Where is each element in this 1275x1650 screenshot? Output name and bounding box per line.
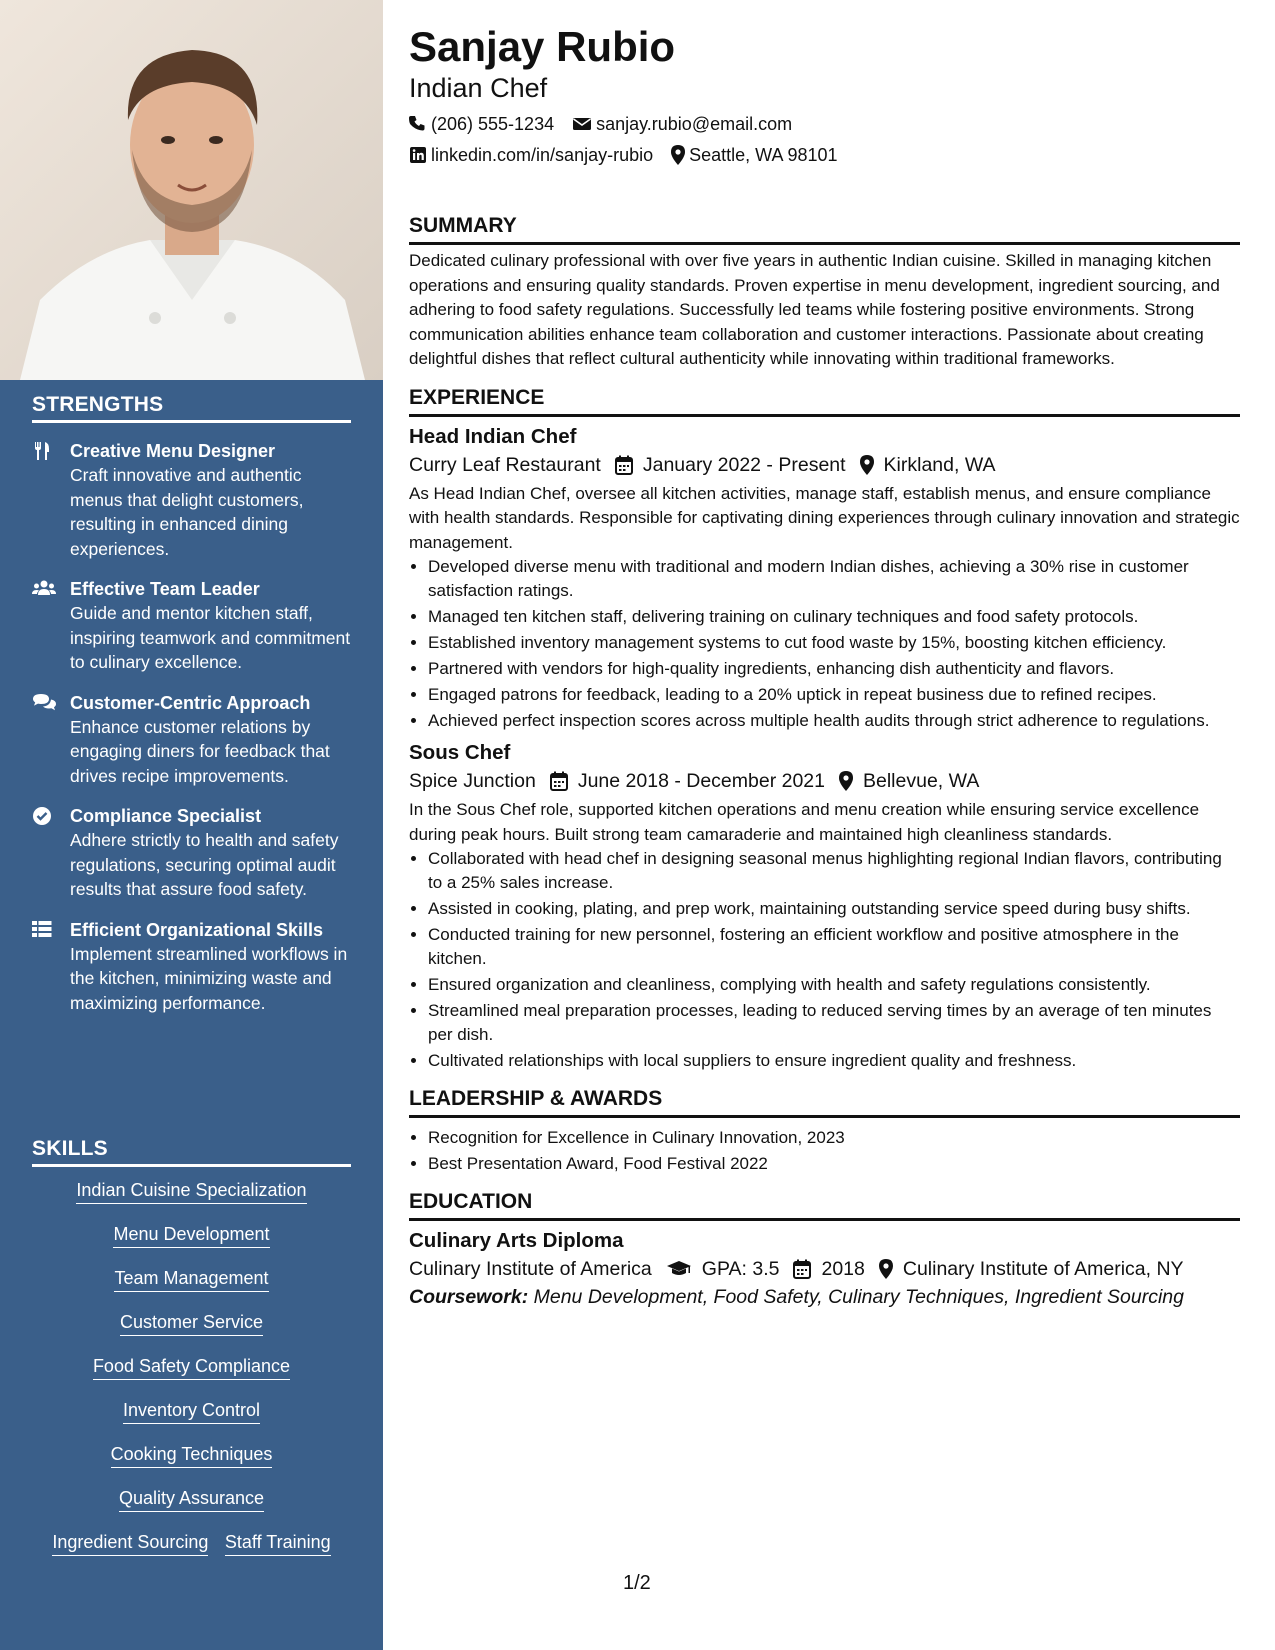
profile-photo (0, 0, 383, 380)
job-title: Head Indian Chef (409, 424, 577, 448)
location-text: Kirkland, WA (883, 453, 996, 476)
bullet-item: • Managed ten kitchen staff, delivering training on culinary techniques and food safety protocols. (428, 605, 1240, 629)
bullet-item: • Developed diverse menu with traditional and modern Indian dishes, achieving a 30% rise in customer satisfaction ratings. (428, 555, 1240, 603)
graduation-year (793, 1256, 864, 1282)
job-meta (409, 768, 1240, 794)
calendar-icon (550, 771, 568, 791)
bullet-item: • Engaged patrons for feedback, leading to a 20% uptick in repeat business due to refined recipes. (428, 683, 1240, 707)
bullet-item: • Assisted in cooking, plating, and prep work, maintaining outstanding service speed during busy shifts. (428, 897, 1240, 921)
location-text: Seattle, WA 98101 (689, 145, 838, 165)
phone-text: (206) 555-1234 (431, 114, 555, 134)
strength-desc: Craft innovative and authentic menus that delight customers, resulting in enhanced dining experiences. (70, 465, 304, 559)
job-location (860, 452, 996, 478)
calendar-icon (793, 1259, 811, 1279)
award-item: • Recognition for Excellence in Culinary Innovation, 2023 (428, 1126, 1240, 1150)
dates-text: June 2018 - December 2021 (577, 770, 825, 792)
strength-item (32, 439, 351, 561)
utensils-icon (32, 441, 54, 461)
skill-tag: Food Safety Compliance (93, 1355, 290, 1380)
skill-tag: Inventory Control (123, 1399, 260, 1424)
strengths-section (32, 393, 351, 1015)
main-content (409, 22, 1240, 1310)
coursework (409, 1284, 1240, 1310)
skill-tag: Indian Cuisine Specialization (76, 1179, 306, 1204)
email-text: sanjay.rubio@email.com (596, 114, 793, 134)
bullet-item: • Established inventory management systems to cut food waste by 15%, boosting kitchen efficiency. (428, 631, 1240, 655)
bullet-item: • Cultivated relationships with local suppliers to ensure ingredient quality and freshness. (428, 1049, 1240, 1073)
candidate-title: Indian Chef (409, 73, 548, 103)
job-description: In the Sous Chef role, supported kitchen operations and menu creation while ensuring service excellence during peak hours. Built strong team camaraderie and maintained high cleanliness standards. (409, 800, 1200, 844)
summary-heading: SUMMARY (409, 214, 1240, 245)
strength-title: Creative Menu Designer (70, 441, 276, 461)
company: Spice Junction (409, 770, 536, 792)
strength-item (32, 577, 351, 675)
phone-icon (409, 115, 427, 133)
skill-tag: Staff Training (225, 1531, 331, 1556)
strength-title: Efficient Organizational Skills (70, 919, 324, 940)
bullet-item: • Streamlined meal preparation processes, leading to reduced serving times by an average of ten minutes per dish. (428, 999, 1240, 1047)
skill-tag: Ingredient Sourcing (52, 1531, 208, 1556)
map-pin-icon (839, 771, 853, 791)
phone-contact[interactable] (409, 113, 554, 135)
skill-tag: Quality Assurance (119, 1487, 264, 1512)
education-section (409, 1190, 1240, 1310)
check-circle-icon (32, 806, 54, 826)
envelope-icon (572, 116, 592, 132)
company: Curry Leaf Restaurant (409, 453, 601, 476)
strength-desc: Enhance customer relations by engaging diners for feedback that drives recipe improvements. (70, 716, 330, 786)
summary-text: Dedicated culinary professional with over five years in authentic Indian cuisine. Skilled in managing kitchen operations and ensuring quality standards. Proven expertise in menu development, ingredient sourcing, and adhering to food safety regulations. Successfully led teams while fostering positive environments. Strong communication abilities enhance team collaboration and customer interactions. Passionate about creating delightful dishes that reflect cultural authenticity while innovating within traditional frameworks. (409, 251, 1220, 368)
awards-list (409, 1126, 1240, 1176)
job-entry (409, 739, 1240, 1073)
candidate-name: Sanjay Rubio (409, 23, 676, 70)
award-item: • Best Presentation Award, Food Festival 2022 (428, 1152, 1240, 1176)
email-contact[interactable] (572, 113, 792, 135)
bullet-item: • Conducted training for new personnel, fostering an efficient workflow and positive atmosphere in the kitchen. (428, 923, 1240, 971)
bullet-item: • Ensured organization and cleanliness, complying with health and safety regulations consistently. (428, 973, 1240, 997)
skills-section (32, 1137, 351, 1575)
job-meta (409, 452, 1240, 478)
contact-row (409, 144, 1240, 166)
bullet-item: • Partnered with vendors for high-quality ingredients, enhancing dish authenticity and flavors. (428, 657, 1240, 681)
coursework-text: Menu Development, Food Safety, Culinary Techniques, Ingredient Sourcing (533, 1286, 1184, 1308)
linkedin-text: linkedin.com/in/sanjay-rubio (431, 145, 654, 165)
degree: Culinary Arts Diploma (409, 1229, 624, 1252)
education-heading: EDUCATION (409, 1190, 1240, 1221)
bullet-item: • Achieved perfect inspection scores across multiple health audits through strict adherence to regulations. (428, 709, 1240, 733)
map-pin-icon (671, 145, 685, 165)
year-text: 2018 (821, 1258, 865, 1280)
strength-title: Customer-Centric Approach (70, 692, 311, 713)
location-contact (671, 144, 837, 166)
gpa (666, 1256, 780, 1282)
strength-item (32, 691, 351, 789)
summary-section (409, 214, 1240, 372)
job-title: Sous Chef (409, 741, 511, 764)
location-text: Bellevue, WA (863, 770, 980, 792)
job-dates (550, 768, 825, 794)
bullet-item: • Collaborated with head chef in designing seasonal menus highlighting regional Indian flavors, contributing to a 25% sales increase. (428, 847, 1240, 895)
skills-heading: SKILLS (32, 1137, 351, 1167)
skill-tag: Cooking Techniques (111, 1443, 273, 1468)
users-icon (32, 579, 54, 599)
job-dates (615, 452, 846, 478)
strength-desc: Guide and mentor kitchen staff, inspiring teamwork and commitment to culinary excellence. (70, 603, 351, 672)
map-pin-icon (860, 455, 874, 475)
coursework-label: Coursework: (409, 1286, 529, 1308)
linkedin-contact[interactable] (409, 144, 653, 166)
graduation-cap-icon (666, 1260, 692, 1278)
skill-tag: Customer Service (120, 1311, 263, 1336)
strength-desc: Implement streamlined workflows in the kitchen, minimizing waste and maximizing performance. (70, 943, 348, 1013)
job-location (839, 768, 979, 794)
awards-heading: LEADERSHIP & AWARDS (409, 1087, 1240, 1118)
location-text: Culinary Institute of America, NY (902, 1258, 1184, 1280)
calendar-icon (615, 455, 633, 475)
skill-tag: Team Management (114, 1267, 268, 1292)
dates-text: January 2022 - Present (642, 453, 846, 476)
awards-section (409, 1087, 1240, 1176)
strengths-heading: STRENGTHS (32, 393, 351, 423)
experience-heading: EXPERIENCE (409, 386, 1240, 417)
skill-tag: Menu Development (113, 1223, 269, 1248)
strength-title: Compliance Specialist (70, 806, 262, 826)
job-description: As Head Indian Chef, oversee all kitchen activities, manage staff, establish menus, and ensure compliance with health standards. Responsible for captivating dining experiences through culinary innovation and strategic management. (409, 483, 1240, 552)
strength-title: Effective Team Leader (70, 579, 260, 599)
school-location (879, 1256, 1184, 1282)
list-icon (32, 920, 54, 940)
strength-desc: Adhere strictly to health and safety regulations, securing optimal audit results that assure food safety. (70, 830, 339, 899)
school: Culinary Institute of America (409, 1258, 652, 1280)
strength-item (32, 804, 351, 902)
strength-item (32, 918, 351, 1016)
gpa-text: GPA: 3.5 (701, 1258, 780, 1280)
map-pin-icon (879, 1259, 893, 1279)
job-bullets (409, 555, 1240, 733)
job-bullets (409, 847, 1240, 1073)
job-entry (409, 423, 1240, 734)
contact-row (409, 113, 1240, 135)
linkedin-icon (409, 146, 427, 164)
page-number: 1/2 (623, 1572, 651, 1594)
skills-list (32, 1179, 351, 1575)
experience-section (409, 386, 1240, 1074)
comments-icon (32, 693, 54, 713)
sidebar (0, 0, 383, 1650)
education-meta (409, 1256, 1240, 1282)
